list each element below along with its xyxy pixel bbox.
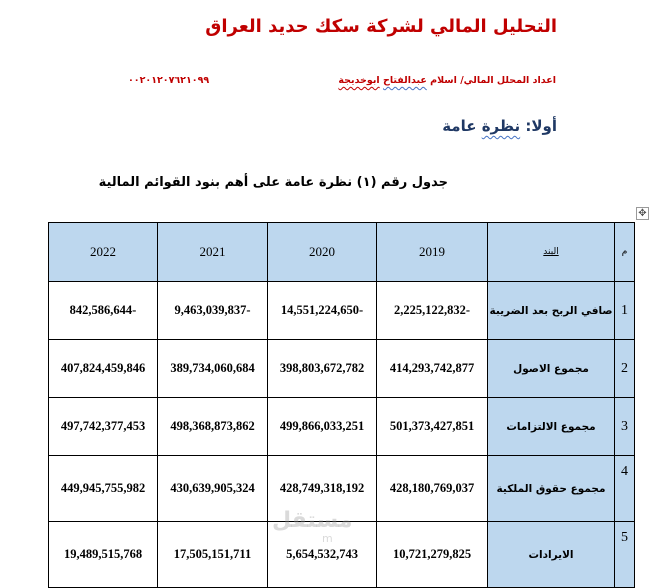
cell-2020: 398,803,672,782 xyxy=(279,361,365,375)
cell-2022: 449,945,755,982 xyxy=(60,481,146,495)
header-item: البند xyxy=(488,223,615,282)
cell-index: 5 xyxy=(615,522,635,588)
cell-2022: 19,489,515,768 xyxy=(63,547,143,561)
table-row xyxy=(49,340,635,398)
document-title: التحليل المالي لشركة سكك حديد العراق xyxy=(205,16,557,37)
cell-2020: 14,551,224,650- xyxy=(280,303,364,317)
header-year-2022: 2022 xyxy=(49,223,158,282)
cell-2021: 389,734,060,684 xyxy=(170,361,255,375)
cell-item: صافي الربح بعد الضريبة xyxy=(488,282,615,340)
author-prefix: اعداد المحلل المالي/ اسلام xyxy=(426,75,556,86)
cell-index: 1 xyxy=(615,282,635,340)
section-heading xyxy=(442,117,557,135)
cell-item: الايرادات xyxy=(488,522,615,588)
cell-2019: 414,293,742,877 xyxy=(389,361,475,375)
cell-index: 2 xyxy=(615,340,635,398)
cell-item: مجموع الالتزامات xyxy=(488,398,615,456)
cell-index: 3 xyxy=(615,398,635,456)
cell-2022: 407,824,459,846 xyxy=(60,361,146,375)
author-line xyxy=(338,75,556,86)
section-word-general: عامة xyxy=(442,117,482,135)
author-first-name: عبدالفتاح xyxy=(383,75,427,86)
cell-index: 4 xyxy=(615,456,635,522)
cell-2022: 497,742,377,453 xyxy=(60,419,146,433)
table-row xyxy=(49,398,635,456)
header-year-2020: 2020 xyxy=(268,223,377,282)
header-year-2019: 2019 xyxy=(377,223,488,282)
table-move-handle-icon[interactable]: ✥ xyxy=(636,207,649,220)
cell-item: مجموع حقوق الملكية xyxy=(488,456,615,522)
cell-2022: 842,586,644- xyxy=(69,303,137,317)
financial-overview-table xyxy=(48,222,635,588)
cell-2020: 5,654,532,743 xyxy=(286,547,358,561)
section-prefix: أولا: xyxy=(520,117,557,135)
cell-2019: 10,721,279,825 xyxy=(392,547,472,561)
table-header-row xyxy=(49,223,635,282)
watermark-logo: مستقل xyxy=(272,508,353,533)
cell-item: مجموع الاصول xyxy=(488,340,615,398)
header-year-2021: 2021 xyxy=(158,223,268,282)
phone-number: ٠٠٢٠١٢٠٧٦٢١٠٩٩ xyxy=(128,75,210,86)
table-row xyxy=(49,282,635,340)
cell-2021: 430,639,905,324 xyxy=(170,481,255,495)
cell-2020: 499,866,033,251 xyxy=(279,419,365,433)
cell-2019: 2,225,122,832- xyxy=(393,303,471,317)
cell-2019: 428,180,769,037 xyxy=(389,481,475,495)
table-row xyxy=(49,456,635,522)
cell-2019: 501,373,427,851 xyxy=(389,419,475,433)
header-index: م xyxy=(615,223,635,282)
section-word-overview: نظرة xyxy=(481,117,521,135)
cell-2021: 498,368,873,862 xyxy=(170,419,255,433)
cell-2021: 9,463,039,837- xyxy=(174,303,251,317)
table-caption: جدول رقم (١) نظرة عامة على أهم بنود القوائم المالية xyxy=(98,175,448,190)
cell-2020: 428,749,318,192 xyxy=(279,481,365,495)
cell-2021: 17,505,151,711 xyxy=(173,547,252,561)
author-last-name: ابوخديجة xyxy=(338,75,380,86)
table-row xyxy=(49,522,635,588)
watermark-sub: m xyxy=(322,532,333,545)
